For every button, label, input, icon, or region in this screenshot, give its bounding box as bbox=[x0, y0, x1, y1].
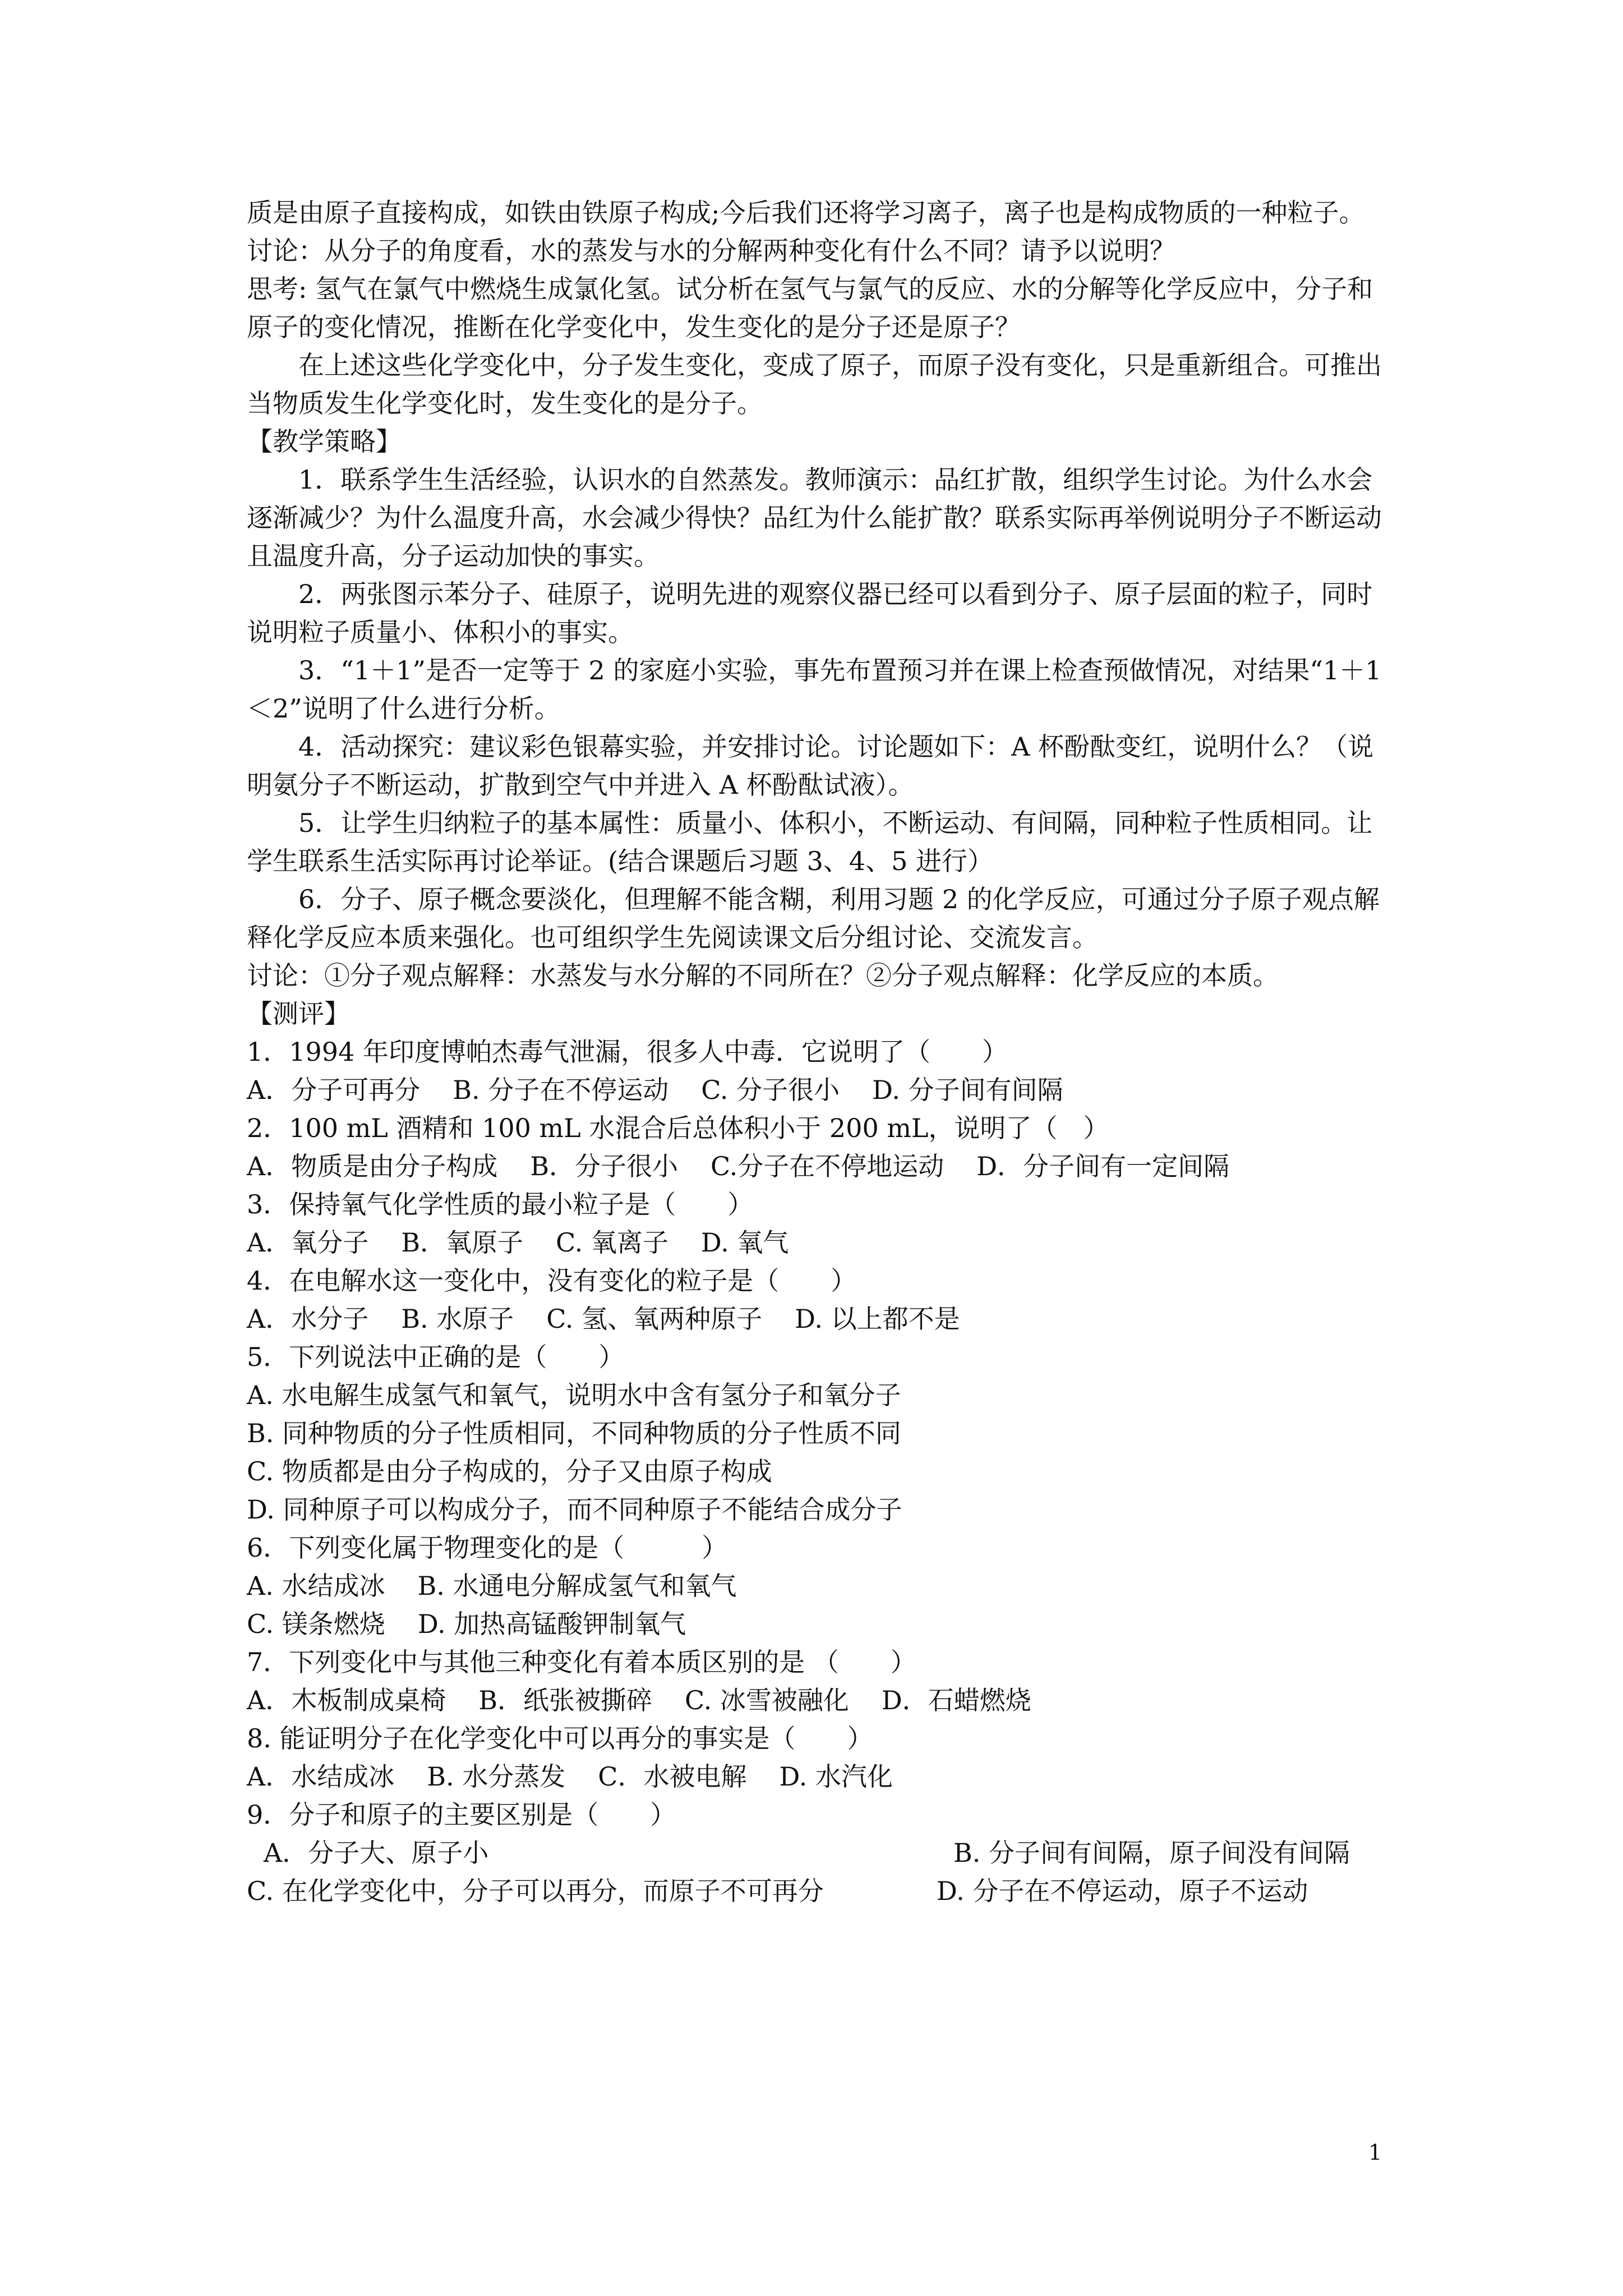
option: D．石蜡燃烧 bbox=[881, 1685, 1031, 1715]
option: B. 分子间有间隔，原子间没有间隔 bbox=[953, 1838, 1350, 1868]
strategy-item: 6．分子、原子概念要淡化，但理解不能含糊，利用习题 2 的化学反应，可通过分子原子观点解释化学反应本质来强化。也可组织学生先阅读课文后分组讨论、交流发言。 bbox=[247, 884, 1380, 953]
conclusion-paragraph: 在上述这些化学变化中，分子发生变化，变成了原子，而原子没有变化，只是重新组合。可推出当物质发生化学变化时，发生变化的是分子。 bbox=[247, 350, 1382, 418]
option: B．氧原子 bbox=[401, 1227, 524, 1258]
option: B．分子很小 bbox=[530, 1151, 679, 1181]
option: A．水分子 bbox=[247, 1304, 369, 1334]
question-options bbox=[247, 1300, 1391, 1338]
question-stem: 8. 能证明分子在化学变化中可以再分的事实是（ ） bbox=[247, 1723, 873, 1754]
option: C. 镁条燃烧 bbox=[247, 1609, 385, 1639]
question-options bbox=[247, 1834, 1391, 1872]
option: D. 以上都不是 bbox=[795, 1304, 960, 1334]
question-options bbox=[247, 1567, 1391, 1605]
strategy-item: 5．让学生归纳粒子的基本属性：质量小、体积小，不断运动、有间隔，同种粒子性质相同。让学生联系生活实际再讨论举证。(结合课题后习题 3、4、5 进行） bbox=[247, 808, 1373, 876]
option: B. 水原子 bbox=[401, 1304, 514, 1334]
option: A．氧分子 bbox=[247, 1227, 369, 1258]
option: A. 水结成冰 bbox=[247, 1571, 385, 1601]
discussion-paragraph: 讨论：从分子的角度看，水的蒸发与水的分解两种变化有什么不同？请予以说明？ bbox=[247, 236, 1175, 266]
page-number: 1 bbox=[1368, 2140, 1382, 2165]
question-options bbox=[247, 1872, 1391, 1910]
option: C. 氧离子 bbox=[556, 1227, 668, 1258]
strategy-item: 4．活动探究：建议彩色银幕实验，并安排讨论。讨论题如下：A 杯酚酞变红，说明什么？（说明氨分子不断运动，扩散到空气中并进入 A 杯酚酞试液）。 bbox=[247, 731, 1374, 800]
option: C.分子在不停地运动 bbox=[711, 1151, 944, 1181]
option: D. 分子间有间隔 bbox=[872, 1075, 1063, 1105]
option: A．分子可再分 bbox=[247, 1075, 421, 1105]
question-options bbox=[247, 1681, 1391, 1719]
option: A．物质是由分子构成 bbox=[247, 1151, 498, 1181]
question-stem: 6．下列变化属于物理变化的是（ ） bbox=[247, 1533, 728, 1563]
option: C. 分子很小 bbox=[701, 1075, 840, 1105]
option: A．木板制成桌椅 bbox=[247, 1685, 446, 1715]
question-stem: 2．100 mL 酒精和 100 mL 水混合后总体积小于 200 mL，说明了（ ） bbox=[247, 1113, 1109, 1143]
question-stem: 7．下列变化中与其他三种变化有着本质区别的是 （ ） bbox=[247, 1647, 916, 1677]
document-body bbox=[247, 194, 1391, 1910]
option: D. 氧气 bbox=[700, 1227, 789, 1258]
option: D. 加热高锰酸钾制氧气 bbox=[417, 1609, 686, 1639]
option: D．分子间有一定间隔 bbox=[976, 1151, 1230, 1181]
option: C. 冰雪被融化 bbox=[685, 1685, 849, 1715]
question-stem: 1．1994 年印度博帕杰毒气泄漏，很多人中毒．它说明了（ ） bbox=[247, 1037, 1008, 1067]
assessment-heading: 【测评】 bbox=[247, 999, 350, 1029]
intro-paragraph: 质是由原子直接构成，如铁由铁原子构成;今后我们还将学习离子，离子也是构成物质的一种粒子。 bbox=[247, 197, 1365, 228]
question-options bbox=[247, 1605, 1391, 1643]
question-stem: 5．下列说法中正确的是（ ） bbox=[247, 1342, 625, 1372]
option: D. 水汽化 bbox=[779, 1761, 893, 1792]
option: B. 分子在不停运动 bbox=[453, 1075, 669, 1105]
option: B. 水分蒸发 bbox=[427, 1761, 566, 1792]
option: A. 水电解生成氢气和氧气，说明水中含有氢分子和氧分子 bbox=[247, 1380, 901, 1410]
option: C．水被电解 bbox=[598, 1761, 747, 1792]
option: B. 水通电分解成氢气和氧气 bbox=[417, 1571, 737, 1601]
option: D. 同种原子可以构成分子，而不同种原子不能结合成分子 bbox=[247, 1494, 902, 1525]
option: C. 物质都是由分子构成的，分子又由原子构成 bbox=[247, 1456, 772, 1487]
thinking-paragraph: 思考: 氢气在氯气中燃烧生成氯化氢。试分析在氢气与氯气的反应、水的分解等化学反应中，分子和原子的变化情况，推断在化学变化中，发生变化的是分子还是原子？ bbox=[247, 274, 1373, 342]
question-options bbox=[247, 1071, 1391, 1109]
option: B. 同种物质的分子性质相同，不同种物质的分子性质不同 bbox=[247, 1418, 902, 1448]
option: B．纸张被撕碎 bbox=[478, 1685, 653, 1715]
strategy-heading: 【教学策略】 bbox=[247, 426, 402, 457]
option: C. 在化学变化中，分子可以再分，而原子不可再分 bbox=[247, 1876, 824, 1906]
strategy-item: 3．“1＋1”是否一定等于 2 的家庭小实验，事先布置预习并在课上检查预做情况，对结果“1＋1＜2”说明了什么进行分析。 bbox=[247, 655, 1382, 724]
question-options bbox=[247, 1757, 1391, 1796]
strategy-item: 2．两张图示苯分子、硅原子，说明先进的观察仪器已经可以看到分子、原子层面的粒子，同时说明粒子质量小、体积小的事实。 bbox=[247, 579, 1373, 647]
option: A．分子大、原子小 bbox=[264, 1838, 489, 1868]
question-stem: 3．保持氧气化学性质的最小粒子是（ ） bbox=[247, 1189, 754, 1220]
question-options bbox=[247, 1223, 1391, 1262]
question-stem: 4．在电解水这一变化中，没有变化的粒子是（ ） bbox=[247, 1266, 857, 1296]
strategy-item: 1．联系学生生活经验，认识水的自然蒸发。教师演示：品红扩散，组织学生讨论。为什么水会逐渐减少？为什么温度升高，水会减少得快？品红为什么能扩散？联系实际再举例说明分子不断运动且温度升高，分子运动加快的事实。 bbox=[247, 464, 1382, 571]
option: C. 氢、氧两种原子 bbox=[546, 1304, 763, 1334]
question-stem: 9．分子和原子的主要区别是（ ） bbox=[247, 1800, 676, 1830]
option: D. 分子在不停运动，原子不运动 bbox=[937, 1876, 1308, 1906]
option: A．水结成冰 bbox=[247, 1761, 395, 1792]
strategy-discussion: 讨论：①分子观点解释：水蒸发与水分解的不同所在？②分子观点解释：化学反应的本质。 bbox=[247, 960, 1279, 991]
question-options bbox=[247, 1147, 1391, 1185]
